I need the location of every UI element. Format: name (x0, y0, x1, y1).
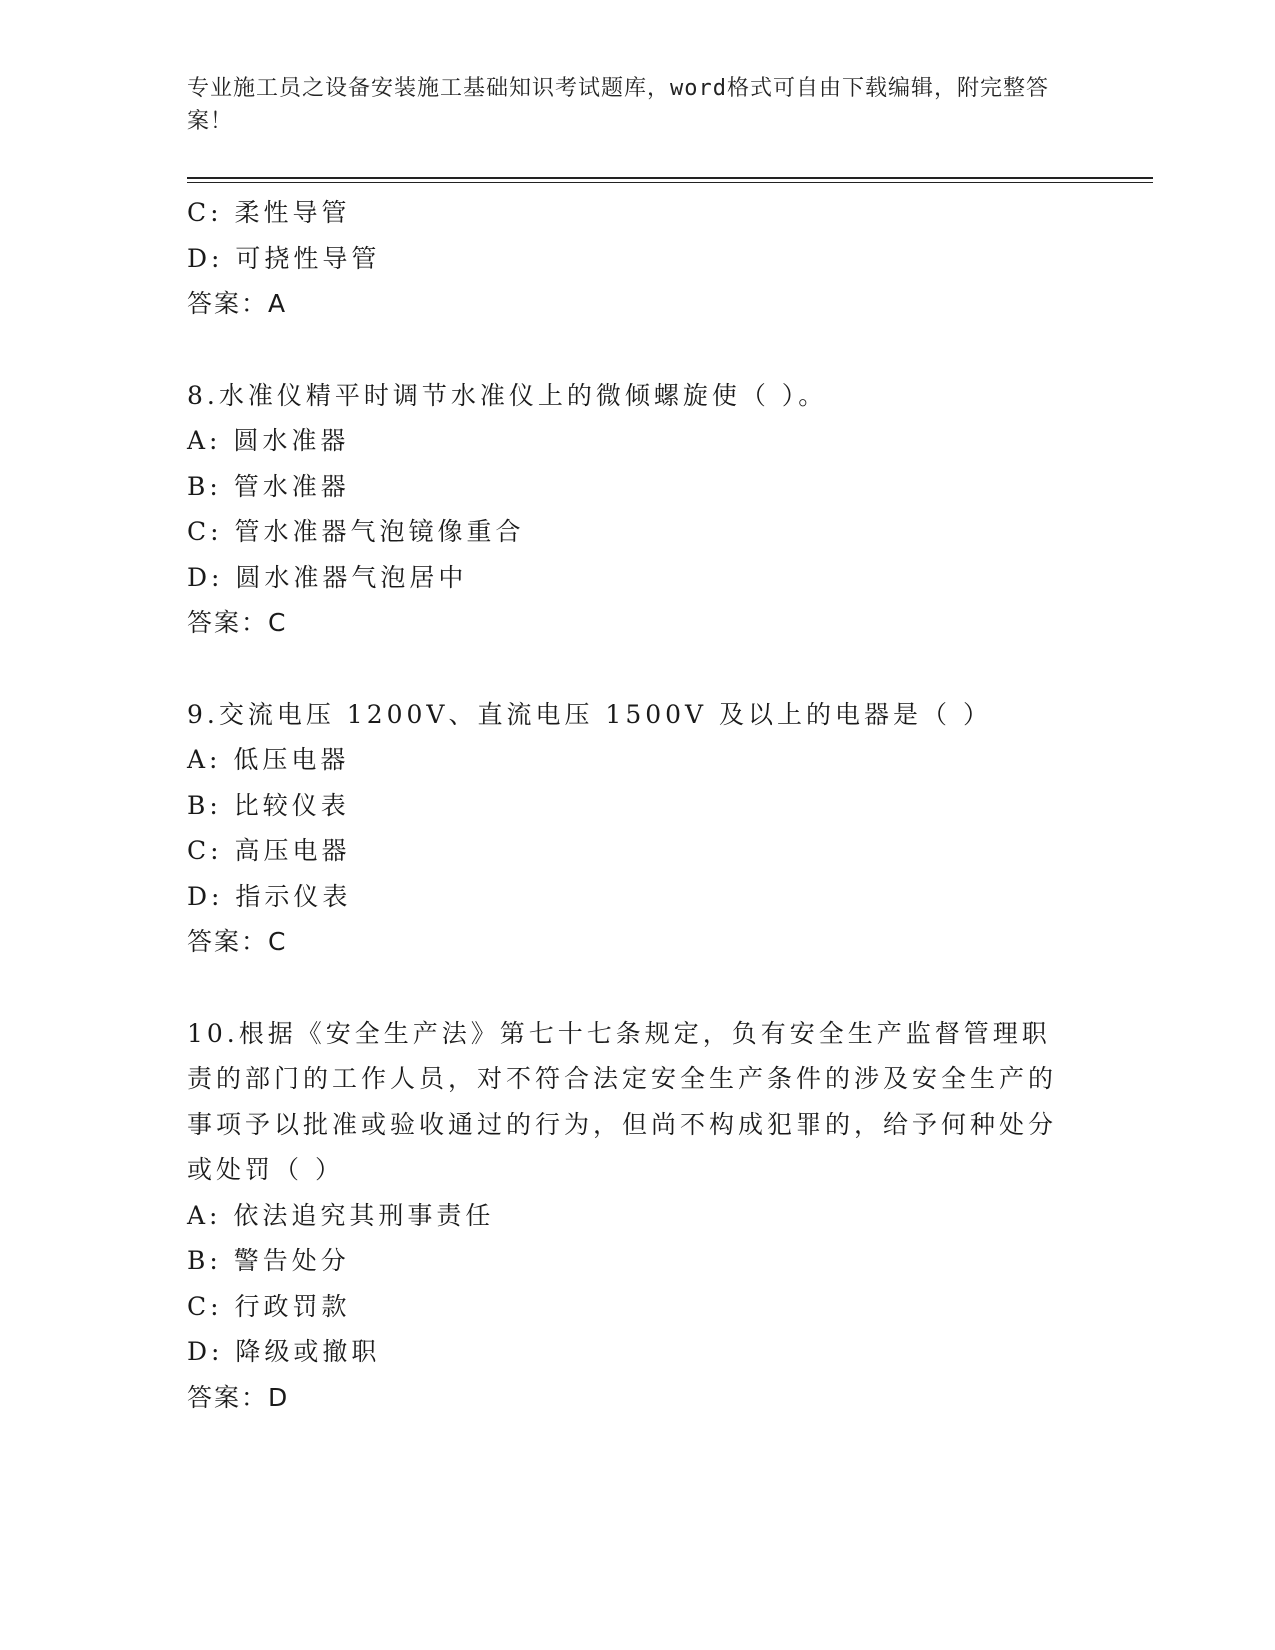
answer-line: 答案：D (187, 1382, 290, 1412)
question-stem: 9.交流电压 1200V、直流电压 1500V 及以上的电器是（ ） (187, 699, 992, 729)
option-c: C: 柔性导管 (187, 198, 351, 227)
spacer (187, 965, 1077, 1011)
option-d: D: 降级或撤职 (187, 1337, 381, 1366)
answer-line: 答案：C (187, 608, 288, 637)
answer-line: 答案：C (187, 927, 288, 956)
option-c: C: 高压电器 (187, 836, 351, 865)
option-a: A: 圆水准器 (187, 426, 350, 455)
option-d: D: 圆水准器气泡居中 (187, 562, 468, 592)
header-divider-thin (187, 182, 1153, 183)
document-header-title: 专业施工员之设备安装施工基础知识考试题库，word格式可自由下载编辑，附完整答案！ (187, 76, 1049, 134)
spacer (187, 646, 1077, 692)
question-stem: 8.水准仪精平时调节水准仪上的微倾螺旋使（ ）。 (187, 380, 828, 410)
option-a: A: 低压电器 (187, 745, 350, 774)
option-c: C: 行政罚款 (187, 1291, 351, 1321)
option-a: A: 依法追究其刑事责任 (187, 1200, 495, 1230)
option-d: D: 可挠性导管 (187, 243, 381, 273)
question-stem: 10.根据《安全生产法》第七十七条规定，负有安全生产监督管理职责的部门的工作人员，对不符合法定安全生产条件的涉及安全生产的事项予以批准或验收通过的行为，但尚不构成犯罪的，给予何种处分或处罚（ ） (187, 1018, 1058, 1184)
question-content (187, 190, 1077, 1420)
previous-question-tail (187, 190, 1077, 327)
option-d: D: 指示仪表 (187, 881, 352, 911)
question-block-9 (187, 692, 1077, 965)
question-block-8 (187, 373, 1077, 646)
answer-line: 答案：A (187, 289, 288, 318)
option-b: B: 管水准器 (187, 471, 350, 501)
question-block-10 (187, 1011, 1077, 1421)
option-b: B: 警告处分 (187, 1246, 350, 1275)
header-divider-thick (187, 177, 1153, 179)
option-b: B: 比较仪表 (187, 790, 350, 820)
option-c: C: 管水准器气泡镜像重合 (187, 517, 525, 546)
spacer (187, 327, 1077, 373)
